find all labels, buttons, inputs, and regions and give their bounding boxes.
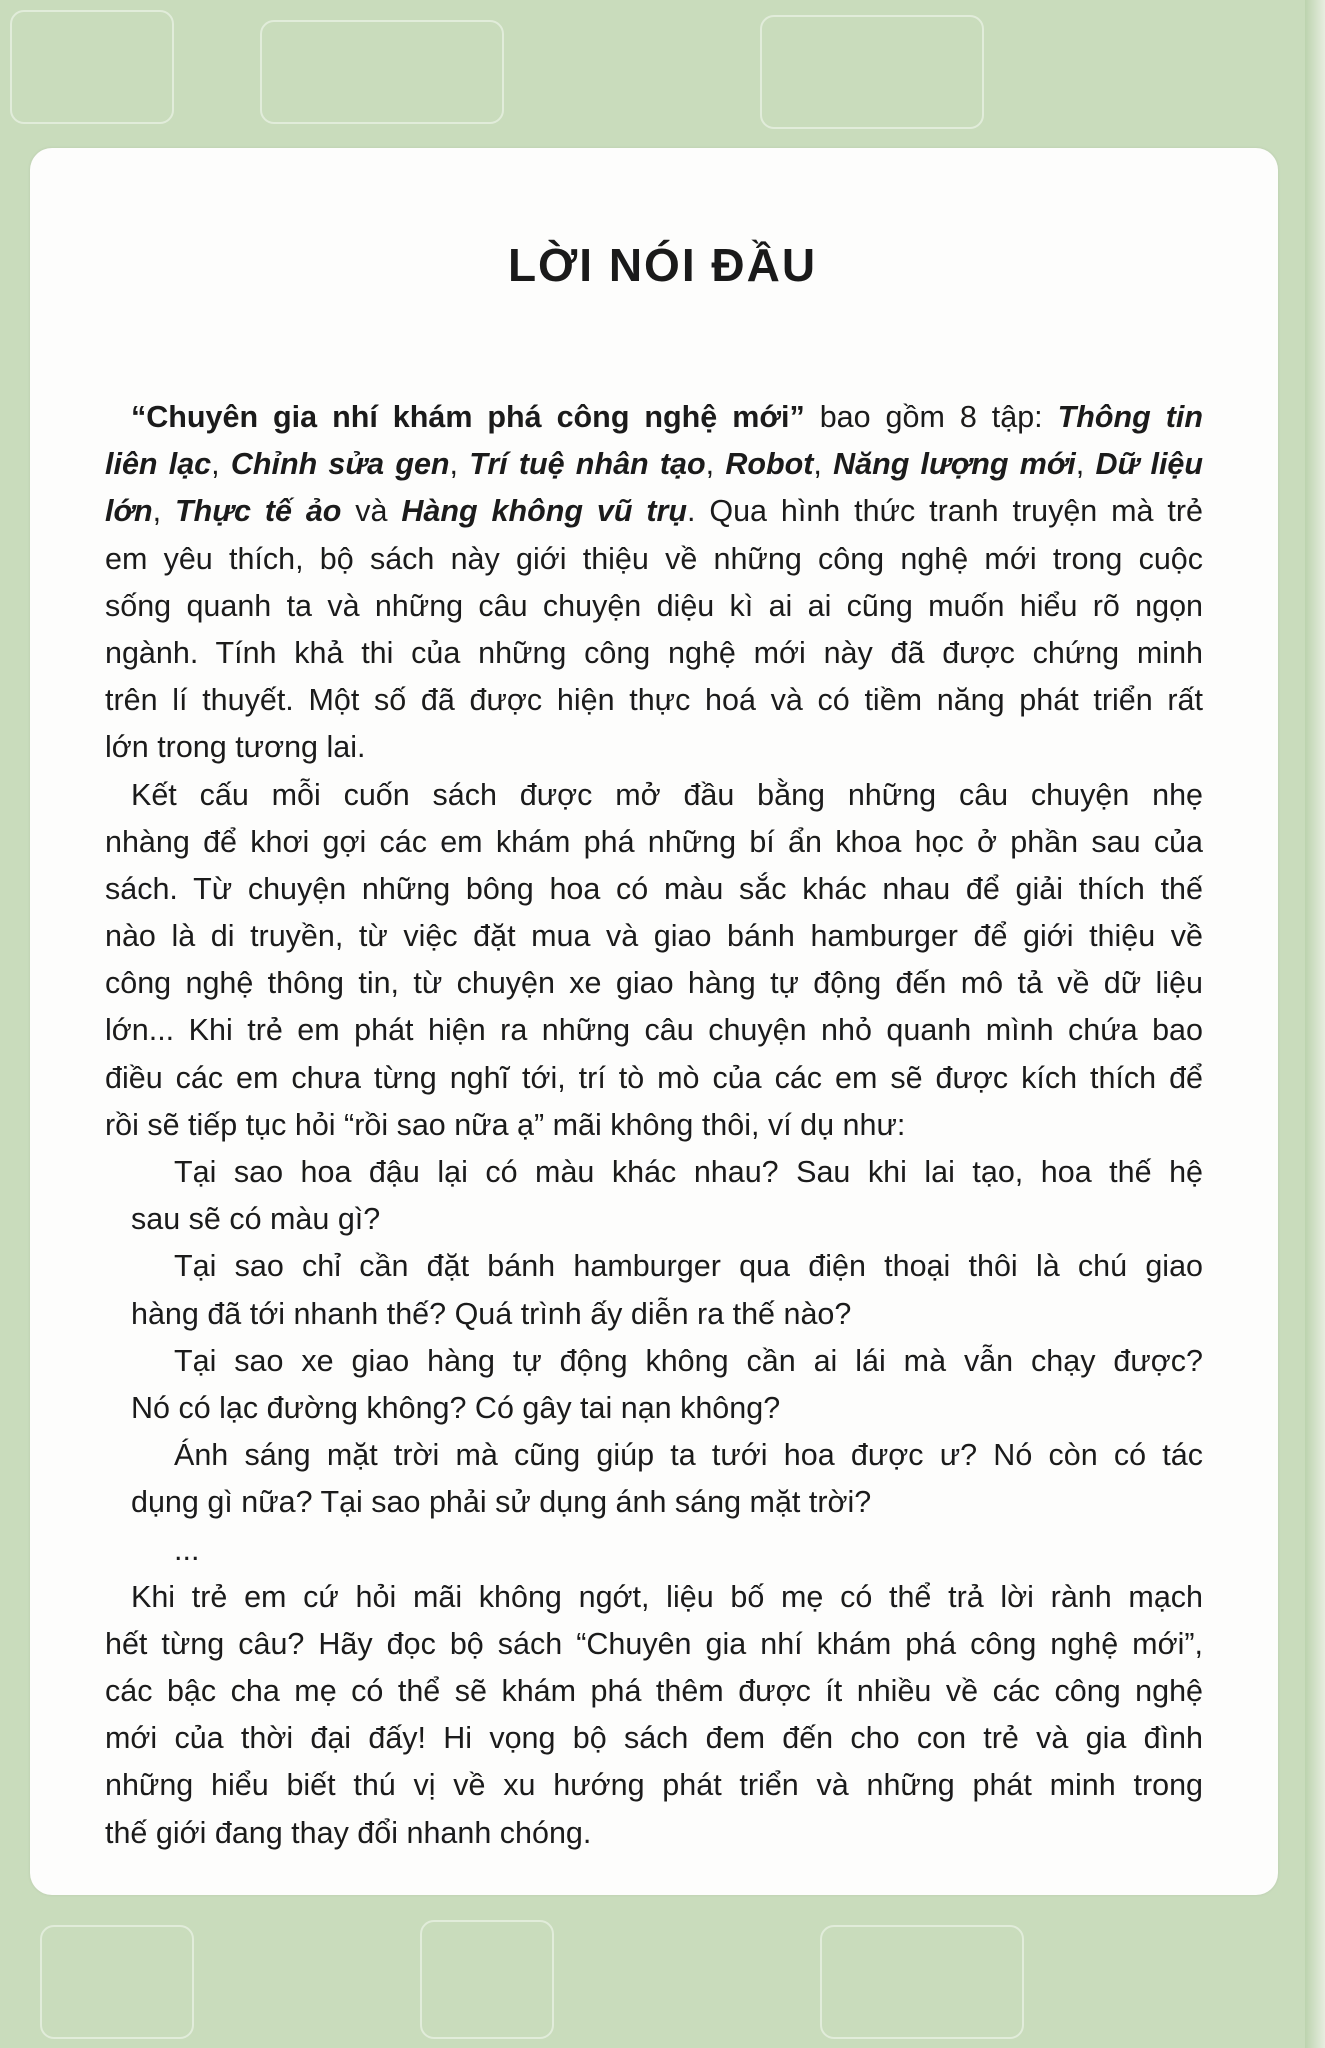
text-segment: , [211,447,231,482]
text-line [105,1479,1203,1526]
emphasis-segment: Thực tế ảo [174,494,342,529]
text-line [105,1291,1203,1338]
text-line [105,1007,1203,1054]
text-line [105,1338,1203,1385]
emphasis-segment: Trí tuệ nhân tạo [469,447,706,482]
text-segment: bao gồm 8 tập: [804,400,1058,434]
text-segment: và [341,494,402,529]
text-segment: mới của thời đại đấy! Hi vọng bộ sách đem đến cho con trẻ và gia đình [105,1721,1203,1756]
text-line [105,488,1203,535]
emphasis-segment: lớn [105,494,153,529]
text-segment: thế giới đang thay đổi nhanh chóng. [105,1815,592,1850]
text-line [105,819,1203,866]
text-segment: , [813,447,834,482]
text-line [105,724,1203,771]
text-segment: hết từng câu? Hãy đọc bộ sách “Chuyên gia nhí khám phá công nghệ mới”, [105,1626,1203,1661]
text-line [105,1055,1203,1102]
text-line [105,1527,1203,1574]
text-segment: Kết cấu mỗi cuốn sách được mở đầu bằng những câu chuyện nhẹ [131,777,1203,812]
preface-body [105,394,1203,1857]
emphasis-segment: Robot [725,447,814,482]
emphasis-segment: Hàng không vũ trụ [401,494,688,529]
text-line [105,1810,1203,1857]
background-doodle [10,10,174,124]
emphasis-segment: Dữ liệu [1095,447,1204,482]
text-segment: , [152,494,175,529]
text-segment: trên lí thuyết. Một số đã được hiện thực hoá và có tiềm năng phát triển rất [105,683,1203,718]
text-line [105,583,1203,630]
text-segment: sách. Từ chuyện những bông hoa có màu sắc khác nhau để giải thích thế [105,871,1203,906]
text-segment: Ánh sáng mặt trời mà cũng giúp ta tưới hoa được ư? Nó còn có tác [174,1438,1203,1473]
text-line [105,960,1203,1007]
text-line [105,1668,1203,1715]
text-line [105,441,1203,488]
text-segment: , [705,447,726,482]
text-line [105,630,1203,677]
text-line [105,394,1203,441]
text-segment: ngành. Tính khả thi của những công nghệ mới này đã được chứng minh [105,635,1203,670]
page-title: LỜI NÓI ĐẦU [507,239,818,291]
text-segment: nào là di truyền, từ việc đặt mua và giao bánh hamburger để giới thiệu về [105,919,1203,954]
emphasis-segment: liên lạc [105,447,212,482]
text-line [105,772,1203,819]
text-segment: hàng đã tới nhanh thế? Quá trình ấy diễn ra thế nào? [131,1296,852,1331]
text-line [105,536,1203,583]
text-line [105,1621,1203,1668]
background-doodle [820,1925,1024,2039]
background-doodle [420,1920,554,2039]
text-segment: ... [174,1532,200,1567]
text-line [105,1243,1203,1290]
text-segment: lớn trong tương lai. [105,730,366,765]
emphasis-segment: Thông tin [1057,400,1203,434]
text-segment: dụng gì nữa? Tại sao phải sử dụng ánh sáng mặt trời? [131,1485,872,1520]
text-line [105,1762,1203,1809]
text-line [105,1196,1203,1243]
emphasis-segment: Chỉnh sửa gen [230,447,450,482]
text-segment: các bậc cha mẹ có thể sẽ khám phá thêm được ít nhiều về các công nghệ [105,1674,1203,1709]
emphasis-segment: “Chuyên gia nhí khám phá công nghệ mới” [131,400,805,434]
text-segment: em yêu thích, bộ sách này giới thiệu về những công nghệ mới trong cuộc [105,541,1203,576]
background-doodle [260,20,504,124]
text-segment: sau sẽ có màu gì? [131,1202,381,1237]
text-segment: rồi sẽ tiếp tục hỏi “rồi sao nữa ạ” mãi không thôi, ví dụ như: [105,1107,906,1142]
text-segment: nhàng để khơi gợi các em khám phá những bí ẩn khoa học ở phần sau của [105,824,1203,859]
text-line [105,913,1203,960]
text-segment: lớn... Khi trẻ em phát hiện ra những câu chuyện nhỏ quanh mình chứa bao [105,1013,1203,1048]
text-segment: Tại sao xe giao hàng tự động không cần ai lái mà vẫn chạy được? [174,1343,1203,1378]
text-line [105,1715,1203,1762]
text-line [105,1102,1203,1149]
text-segment: , [449,447,470,482]
text-line [105,1149,1203,1196]
text-segment: sống quanh ta và những câu chuyện diệu kì ai ai cũng muốn hiểu rõ ngọn [105,588,1203,623]
page-edge [1305,0,1325,2048]
text-line [105,677,1203,724]
background-doodle [40,1925,194,2039]
text-line [105,1432,1203,1479]
text-segment: những hiểu biết thú vị về xu hướng phát triển và những phát minh trong [105,1768,1203,1803]
text-segment: . Qua hình thức tranh truyện mà trẻ [687,494,1203,529]
emphasis-segment: Năng lượng mới [833,447,1076,482]
background-doodle [760,15,984,129]
text-segment: Nó có lạc đường không? Có gây tai nạn không? [131,1390,781,1425]
text-segment: Tại sao hoa đậu lại có màu khác nhau? Sau khi lai tạo, hoa thế hệ [174,1155,1203,1189]
text-segment: công nghệ thông tin, từ chuyện xe giao hàng tự động đến mô tả về dữ liệu [105,966,1203,1001]
text-segment: điều các em chưa từng nghĩ tới, trí tò mò của các em sẽ được kích thích để [105,1060,1203,1095]
text-segment: Tại sao chỉ cần đặt bánh hamburger qua điện thoại thôi là chú giao [174,1249,1203,1284]
text-segment: , [1075,447,1096,482]
text-segment: Khi trẻ em cứ hỏi mãi không ngớt, liệu bố mẹ có thể trả lời rành mạch [131,1579,1203,1614]
text-line [105,1574,1203,1621]
text-line [105,866,1203,913]
text-line [105,1385,1203,1432]
